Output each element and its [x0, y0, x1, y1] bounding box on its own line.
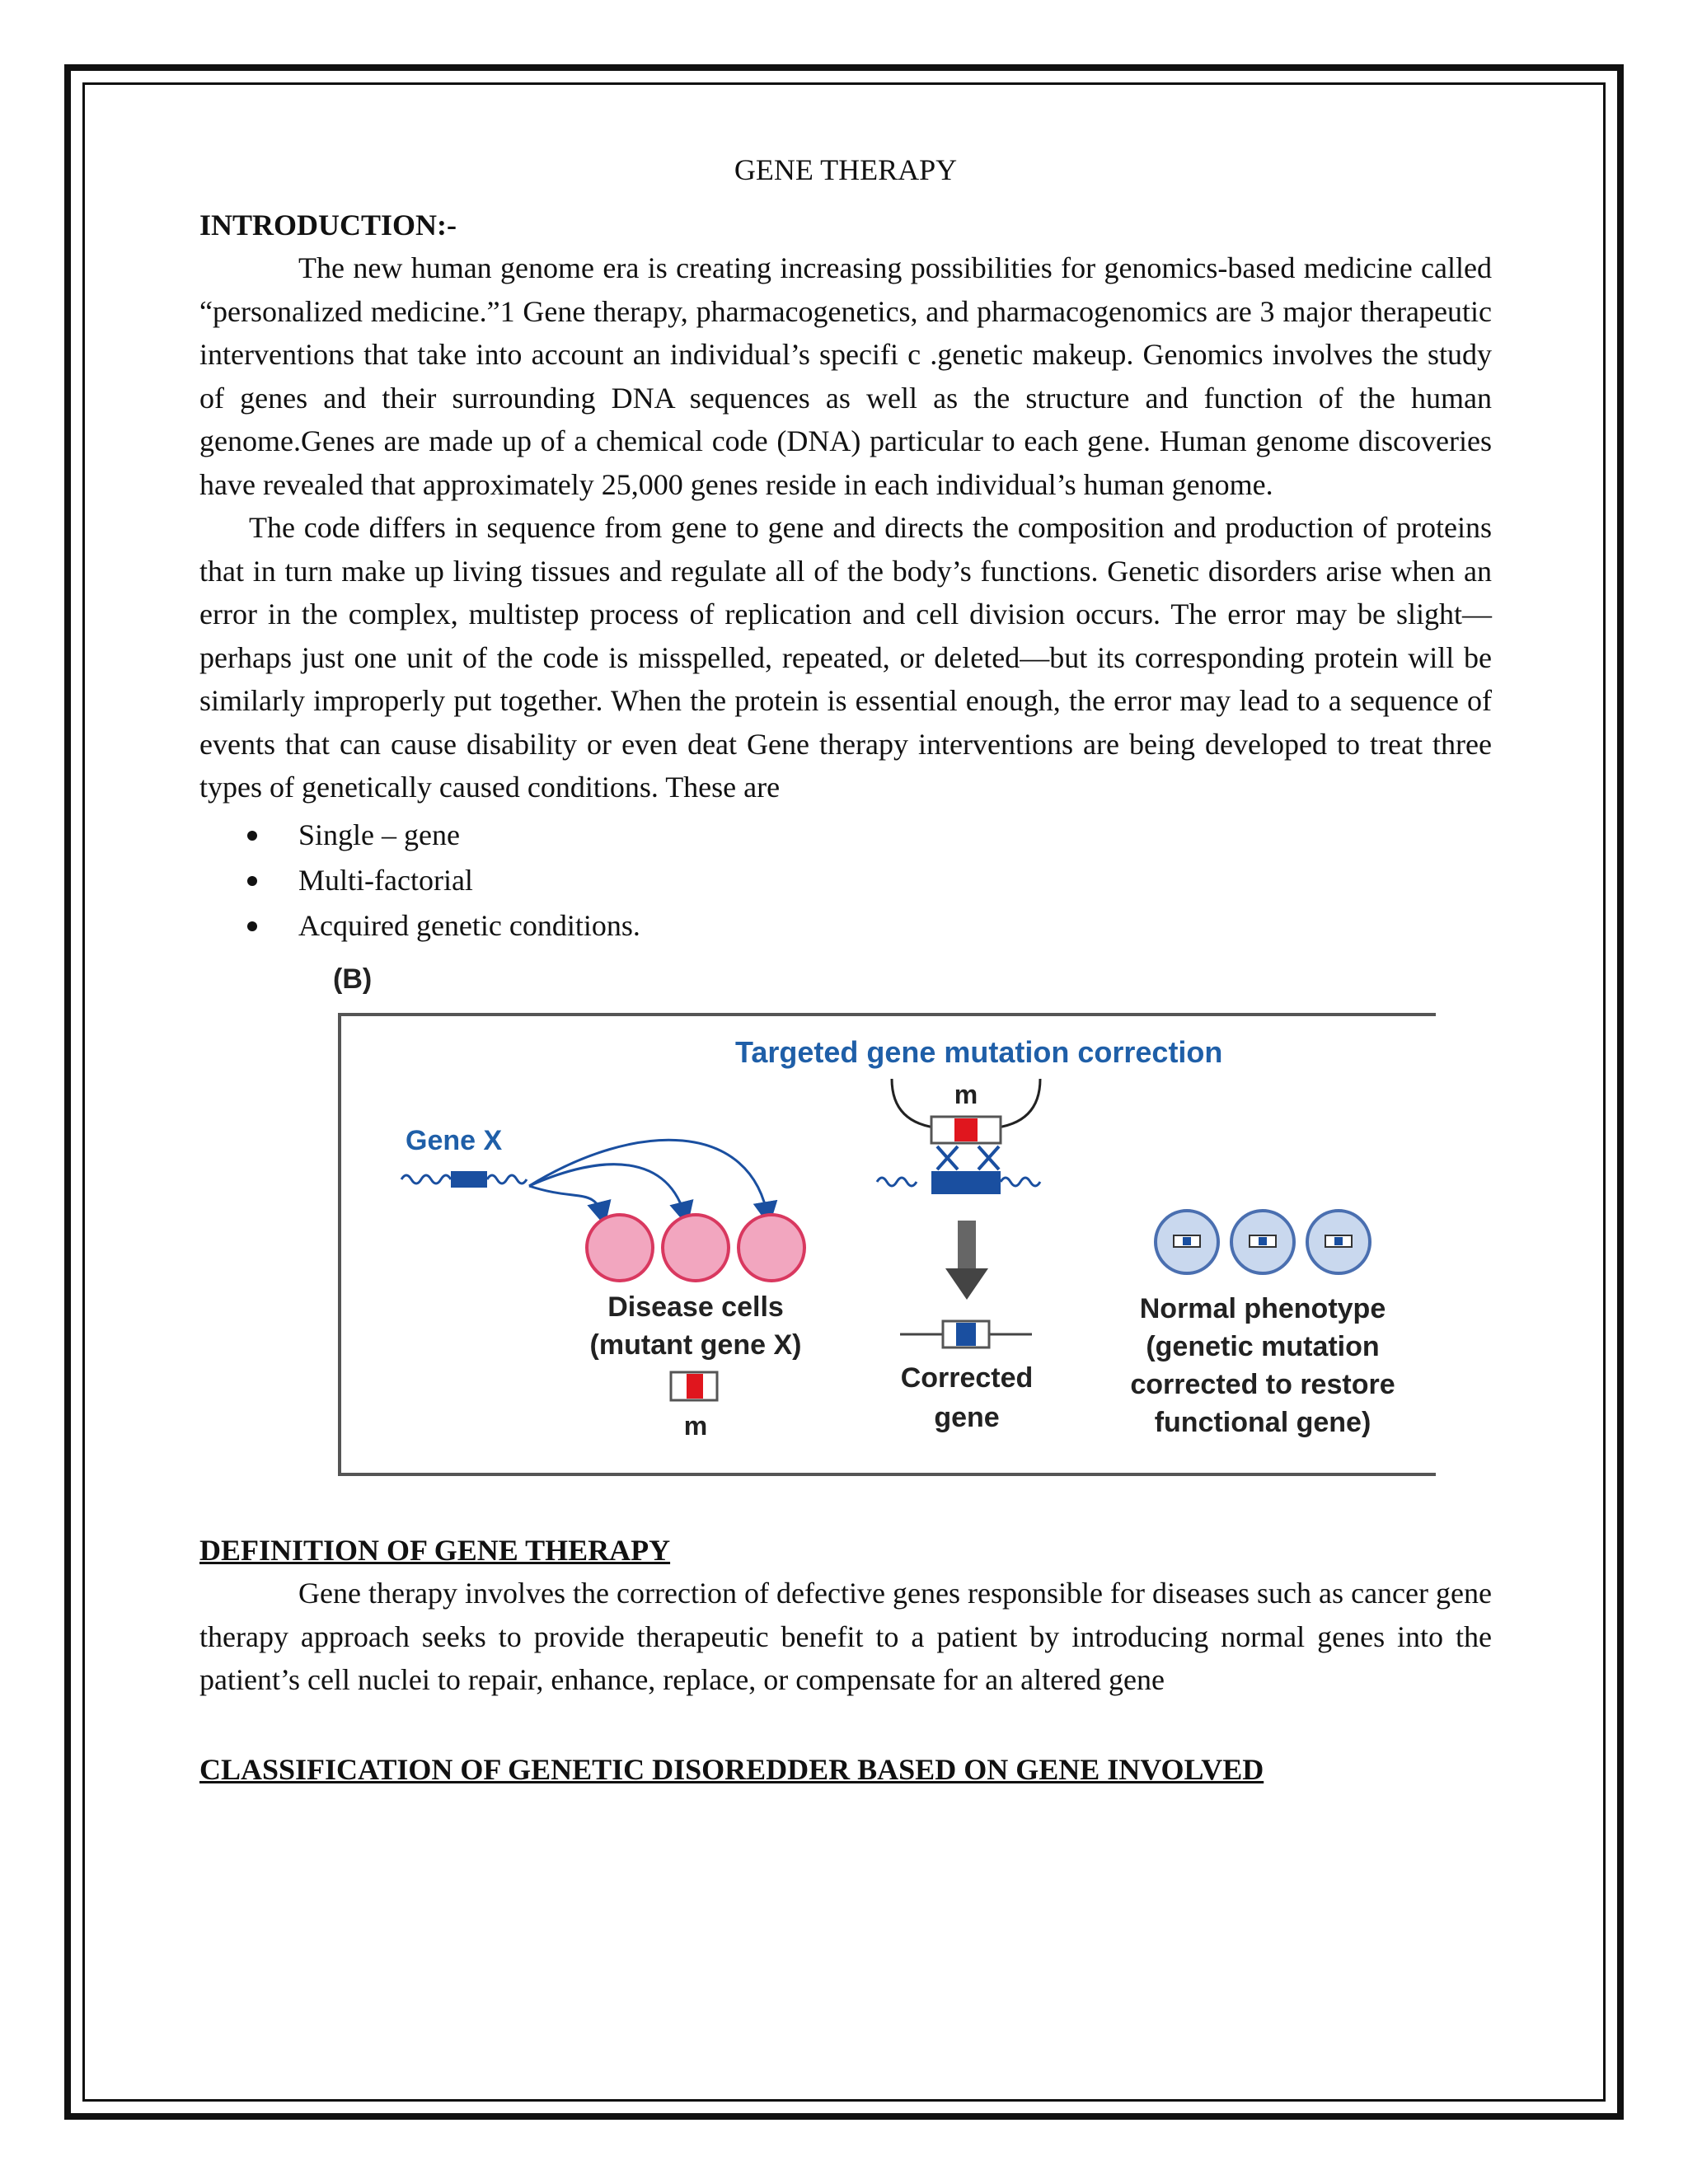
disease-cell-1 [587, 1215, 653, 1281]
bullet-icon [247, 831, 257, 841]
bullet-icon [247, 921, 257, 931]
mutation-label-top: m [954, 1079, 978, 1109]
list-item-text: Multi-factorial [298, 863, 473, 897]
normal-cell-1-mark [1183, 1237, 1191, 1245]
dna-strand-right [487, 1175, 527, 1183]
intro-heading: INTRODUCTION:- [199, 208, 457, 241]
figure-panel-label: (B) [333, 963, 373, 995]
list-item [199, 903, 1492, 949]
intro-paragraph-1: The new human genome era is creating increasing possibilities for genomics-based medicine called “personalized medicine.”1 Gene therapy, pharmacogenetics, and pharmacogenomics are 3 major therapeutic interventions that take into account an individual’s specifi c .genetic makeup. Genomics involves the study of genes and their surrounding DNA sequences as well as the structure and function of the human genome.Genes are made up of a chemical code (DNA) particular to each gene. Human genome discoveries have revealed that approximately 25,000 genes reside in each individual’s human genome. [199, 251, 1492, 501]
down-arrow-shaft [958, 1221, 976, 1268]
list-item-text: Single – gene [298, 818, 460, 851]
normal-phenotype-line2: (genetic mutation [1146, 1330, 1380, 1362]
disease-cells-sublabel: (mutant gene X) [589, 1329, 802, 1361]
gene-x-block [451, 1171, 487, 1188]
corrected-gene-mark [956, 1323, 976, 1346]
normal-phenotype-label: Normal phenotype [1139, 1292, 1386, 1324]
mutation-mark-top [954, 1118, 978, 1141]
document-body [199, 148, 1492, 1791]
normal-phenotype-line3: corrected to restore [1130, 1368, 1395, 1400]
mutation-label-bottom: m [683, 1410, 708, 1441]
condition-list [199, 813, 1492, 949]
down-arrow-icon [945, 1268, 988, 1300]
classification-heading: CLASSIFICATION OF GENETIC DISOREDDER BASED ON GENE INVOLVED [199, 1752, 1264, 1786]
disease-cell-3 [738, 1215, 804, 1281]
arrow-to-cell-1 [529, 1186, 603, 1219]
normal-cell-3-mark [1334, 1237, 1343, 1245]
definition-paragraph: Gene therapy involves the correction of defective genes responsible for diseases such as cancer gene therapy approach seeks to provide therapeutic benefit to a patient by introducing normal genes into the patient’s cell nuclei to repair, enhance, replace, or compensate for an altered gene [199, 1577, 1492, 1696]
intro-paragraph-2: The code differs in sequence from gene to gene and directs the composition and production of proteins that in turn make up living tissues and regulate all of the body’s functions. Genetic disorders arise when an error in the complex, multistep process of replication and cell division occurs. The error may be slight—perhaps just one unit of the code is misspelled, repeated, or deleted—but its corresponding protein will be similarly improperly put together. When the protein is essential enough, the error may lead to a sequence of events that can cause disability or even deat Gene therapy interventions are being developed to treat three types of genetically caused conditions. These are [199, 511, 1492, 804]
normal-cell-2-mark [1259, 1237, 1267, 1245]
list-item-text: Acquired genetic conditions. [298, 908, 640, 942]
bullet-icon [247, 876, 257, 886]
disease-cell-2 [663, 1215, 729, 1281]
mutation-mark-bottom [687, 1374, 703, 1399]
dna-strand-left [401, 1175, 451, 1183]
normal-phenotype-line4: functional gene) [1154, 1406, 1372, 1438]
target-strand-right [1001, 1178, 1040, 1186]
disease-cells-label: Disease cells [607, 1291, 784, 1323]
figure-title: Targeted gene mutation correction [735, 1034, 1223, 1069]
target-strand-left [877, 1178, 917, 1186]
list-item [199, 858, 1492, 903]
gene-correction-figure [323, 955, 1444, 1483]
crossover-icon [937, 1146, 999, 1169]
target-gene-block [931, 1171, 1001, 1194]
corrected-gene-sublabel: gene [934, 1401, 1000, 1433]
page-title: GENE THERAPY [734, 153, 958, 186]
list-item [199, 813, 1492, 858]
definition-heading: DEFINITION OF GENE THERAPY [199, 1533, 671, 1567]
corrected-gene-label: Corrected [900, 1361, 1034, 1394]
figure-svg [323, 955, 1444, 1483]
gene-x-label: Gene X [406, 1124, 503, 1156]
arrow-to-cell-3 [529, 1140, 768, 1219]
